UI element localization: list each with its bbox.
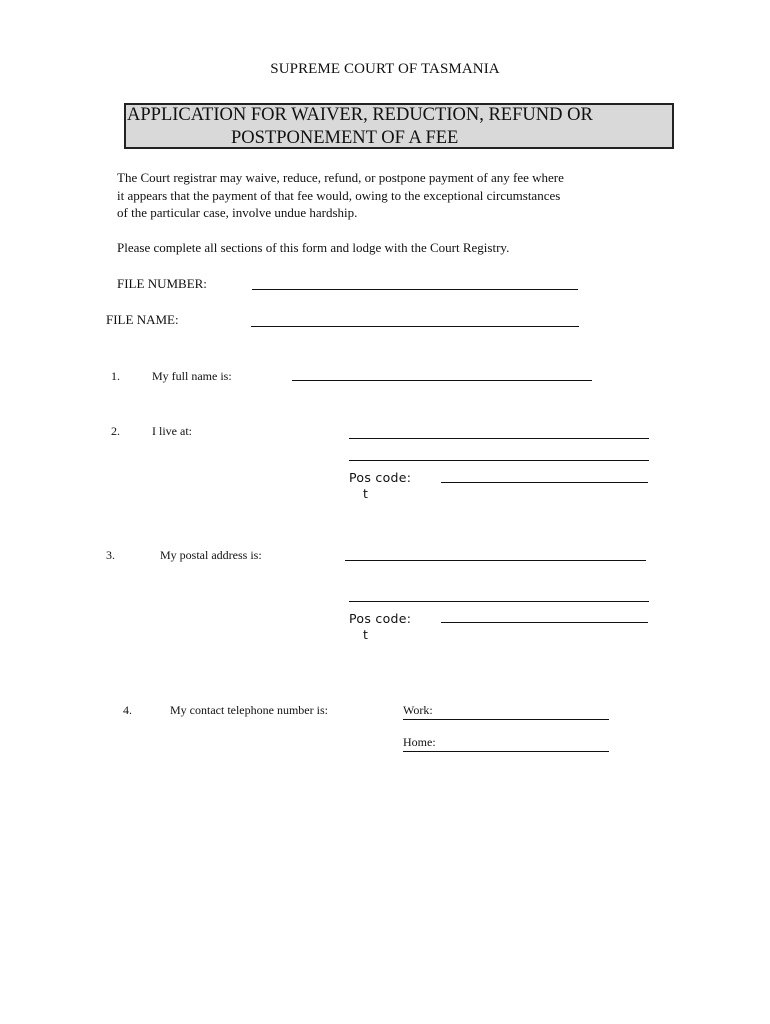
intro-paragraph [117,169,667,222]
postal-address-label: My postal address is: [160,548,262,562]
section-3-number: 3. [106,548,115,562]
postal-address-line-2-field[interactable] [349,601,649,602]
form-title-line1: APPLICATION FOR WAIVER, REDUCTION, REFUND OR [127,105,593,125]
work-label: Work: [403,703,433,717]
court-name: SUPREME COURT OF TASMANIA [270,61,500,77]
home-phone-field[interactable] [403,751,609,752]
full-name-field[interactable] [292,380,592,381]
section-2-number: 2. [111,424,120,438]
live-at-label: I live at: [152,424,192,438]
home-label: Home: [403,735,436,749]
postal-address-line-1-field[interactable] [345,560,646,561]
file-number-label: FILE NUMBER: [117,276,207,291]
postal-postcode-label-b: t [363,627,369,642]
section-4-number: 4. [123,703,132,717]
file-name-label: FILE NAME: [106,312,179,327]
postcode-label-b: t [363,486,369,501]
intro-line1: The Court registrar may waive, reduce, refund, or postpone payment of any fee where [117,170,564,185]
work-phone-field[interactable] [403,719,609,720]
residential-postcode-field[interactable] [441,482,648,483]
file-number-field[interactable] [252,289,578,290]
intro-line2: it appears that the payment of that fee would, owing to the exceptional circumstances [117,187,561,203]
address-line-2-field[interactable] [349,460,649,461]
full-name-label: My full name is: [152,369,232,383]
address-line-1-field[interactable] [349,438,649,439]
form-title-line2: POSTPONEMENT OF A FEE [231,128,459,148]
telephone-label: My contact telephone number is: [170,703,328,717]
file-name-field[interactable] [251,326,579,327]
postcode-label-a: Pos code: [349,470,412,485]
postal-postcode-field[interactable] [441,622,648,623]
postal-postcode-label-a: Pos code: [349,611,412,626]
section-1-number: 1. [111,369,120,383]
instruction-text: Please complete all sections of this form and lodge with the Court Registry. [117,240,510,255]
intro-line3: of the particular case, involve undue hardship. [117,205,358,220]
